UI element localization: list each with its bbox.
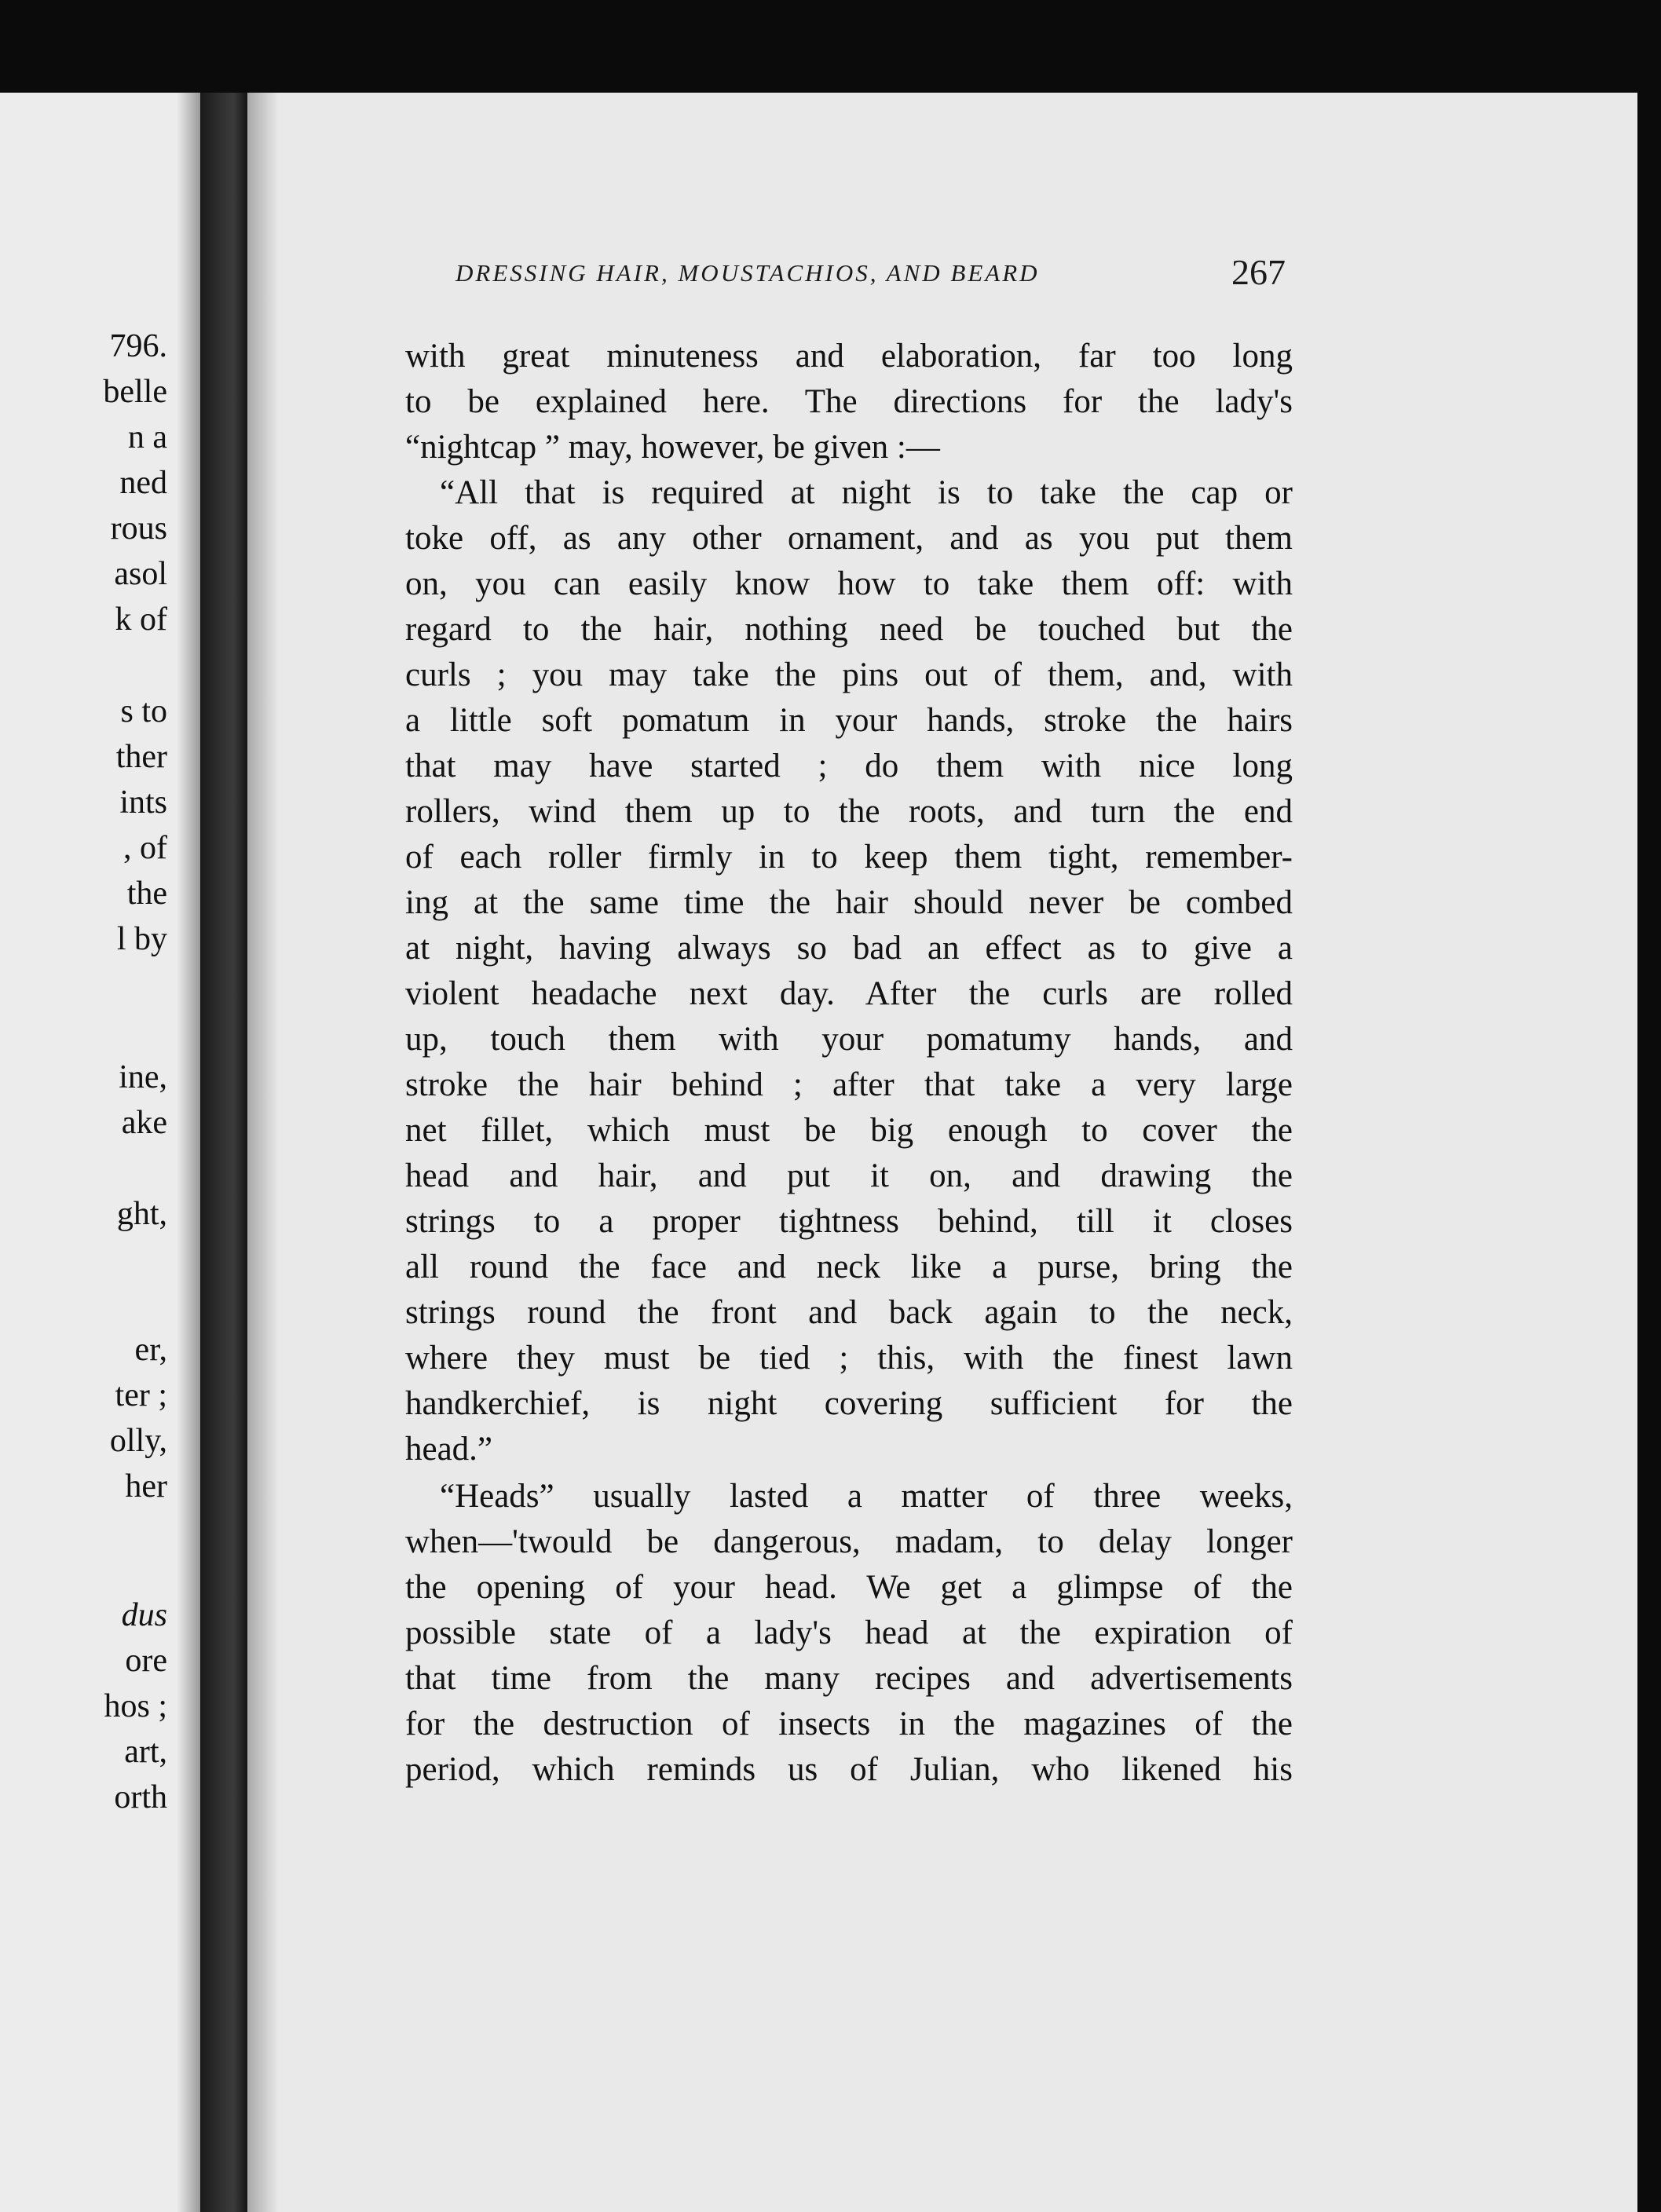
- text-line: the opening of your head. We get a glimpse of the: [405, 1569, 1293, 1606]
- text-line: regard to the hair, nothing need be touched but the: [405, 611, 1293, 648]
- text-line: period, which reminds us of Julian, who likened his: [405, 1751, 1293, 1788]
- text-line: to be explained here. The directions for the lady's: [405, 383, 1293, 420]
- text-line: with great minuteness and elaboration, far too long: [405, 338, 1293, 375]
- text-line: that time from the many recipes and advertisements: [405, 1660, 1293, 1697]
- left-line: asol: [114, 556, 167, 592]
- text-line: rollers, wind them up to the roots, and turn the end: [405, 793, 1293, 830]
- text-line: that may have started ; do them with nice long: [405, 748, 1293, 784]
- left-line: er,: [134, 1332, 167, 1368]
- text-line: “nightcap ” may, however, be given :—: [405, 429, 940, 466]
- left-line: rous: [110, 510, 167, 547]
- text-line: curls ; you may take the pins out of them, and, with: [405, 656, 1293, 693]
- text-line: on, you can easily know how to take them off: with: [405, 565, 1293, 602]
- page-edge-shadow: [247, 93, 279, 2212]
- text-line: net fillet, which must be big enough to cover the: [405, 1112, 1293, 1149]
- left-line: , of: [123, 830, 167, 866]
- text-line: stroke the hair behind ; after that take a very large: [405, 1066, 1293, 1103]
- book-spine: [200, 93, 247, 2212]
- text-line: violent headache next day. After the curls are rolled: [405, 975, 1293, 1012]
- text-line: when—'twould be dangerous, madam, to delay longer: [405, 1523, 1293, 1560]
- text-line: up, touch them with your pomatumy hands, and: [405, 1021, 1293, 1058]
- text-line: strings round the front and back again to the neck,: [405, 1294, 1293, 1331]
- left-line: 796.: [109, 328, 167, 364]
- left-line: ght,: [116, 1196, 167, 1232]
- left-line: n a: [127, 419, 167, 455]
- text-line: strings to a proper tightness behind, till it closes: [405, 1203, 1293, 1240]
- text-line: all round the face and neck like a purse, bring the: [405, 1249, 1293, 1285]
- text-line: handkerchief, is night covering sufficient for the: [405, 1385, 1293, 1422]
- left-line: her: [125, 1468, 167, 1505]
- text-line: at night, having always so bad an effect as to give a: [405, 930, 1293, 967]
- left-line: ned: [119, 465, 167, 501]
- left-line: dus: [121, 1597, 167, 1633]
- left-line: ake: [121, 1105, 167, 1141]
- left-line: k of: [115, 601, 167, 638]
- left-line: belle: [103, 374, 167, 410]
- text-line: ing at the same time the hair should never be combed: [405, 884, 1293, 921]
- text-line: for the destruction of insects in the magazines of the: [405, 1706, 1293, 1742]
- running-head: DRESSING HAIR, MOUSTACHIOS, AND BEARD: [455, 259, 1040, 287]
- left-line: l by: [116, 921, 167, 957]
- text-line: of each roller firmly in to keep them tight, remember-: [405, 839, 1293, 876]
- left-line: art,: [124, 1734, 167, 1770]
- gutter-shadow: [177, 93, 200, 2212]
- left-page: [0, 93, 200, 2212]
- left-line: ter ;: [115, 1377, 167, 1413]
- left-line: s to: [120, 693, 167, 729]
- text-line: where they must be tied ; this, with the finest lawn: [405, 1340, 1293, 1377]
- text-line: a little soft pomatum in your hands, stroke the hairs: [405, 702, 1293, 739]
- left-line: ints: [119, 784, 167, 821]
- left-line: orth: [114, 1779, 167, 1815]
- text-line: “All that is required at night is to take the cap or: [440, 474, 1293, 511]
- left-line: olly,: [109, 1423, 167, 1459]
- left-line: ther: [115, 739, 167, 775]
- text-line: “Heads” usually lasted a matter of three weeks,: [440, 1478, 1293, 1515]
- text-line: possible state of a lady's head at the expiration of: [405, 1614, 1293, 1651]
- left-line: hos ;: [104, 1688, 167, 1724]
- text-line: head and hair, and put it on, and drawing the: [405, 1157, 1293, 1194]
- text-line: toke off, as any other ornament, and as you put them: [405, 520, 1293, 557]
- left-line: ine,: [119, 1059, 167, 1095]
- text-line: head.”: [405, 1431, 493, 1468]
- page-number: 267: [1231, 252, 1286, 292]
- left-line: ore: [125, 1643, 167, 1679]
- left-line: the: [126, 876, 167, 912]
